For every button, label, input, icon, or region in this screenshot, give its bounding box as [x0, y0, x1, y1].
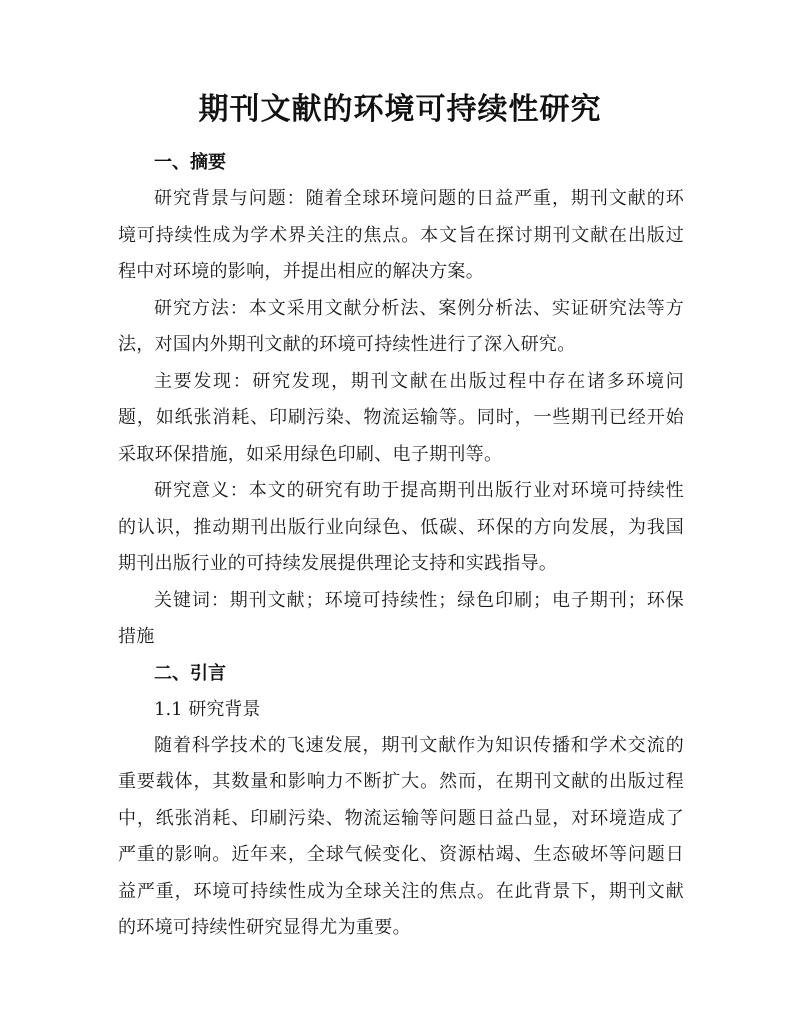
introduction-background-paragraph: 随着科学技术的飞速发展，期刊文献作为知识传播和学术交流的重要载体，其数量和影响力不断扩大。然而，在期刊文献的出版过程中，纸张消耗、印刷污染、物流运输等问题日益凸显，对环境造成了严重的影响。近年来，全球气候变化、资源枯竭、生态破坏等问题日益严重，环境可持续性成为全球关注的焦点。在此背景下，期刊文献的环境可持续性研究显得尤为重要。 [118, 734, 684, 938]
abstract-findings-paragraph: 主要发现：研究发现，期刊文献在出版过程中存在诸多环境问题，如纸张消耗、印刷污染、物流运输等。同时，一些期刊已经开始采取环保措施，如采用绿色印刷、电子期刊等。 [118, 370, 684, 465]
abstract-significance-paragraph: 研究意义：本文的研究有助于提高期刊出版行业对环境可持续性的认识，推动期刊出版行业向绿色、低碳、环保的方向发展，为我国期刊出版行业的可持续发展提供理论支持和实践指导。 [118, 480, 684, 574]
document-body [118, 145, 684, 947]
document-title: 期刊文献的环境可持续性研究 [198, 92, 602, 127]
abstract-keywords-paragraph: 关键词：期刊文献；环境可持续性；绿色印刷；电子期刊；环保措施 [118, 589, 684, 647]
subsection-heading-background: 1.1 研究背景 [154, 698, 261, 720]
section-heading-abstract: 一、摘要 [154, 152, 226, 173]
section-heading-introduction: 二、引言 [154, 662, 226, 684]
abstract-methods-paragraph: 研究方法：本文采用文献分析法、案例分析法、实证研究法等方法，对国内外期刊文献的环境可持续性进行了深入研究。 [118, 297, 684, 355]
abstract-background-paragraph: 研究背景与问题：随着全球环境问题的日益严重，期刊文献的环境可持续性成为学术界关注的焦点。本文旨在探讨期刊文献在出版过程中对环境的影响，并提出相应的解决方案。 [118, 188, 684, 282]
